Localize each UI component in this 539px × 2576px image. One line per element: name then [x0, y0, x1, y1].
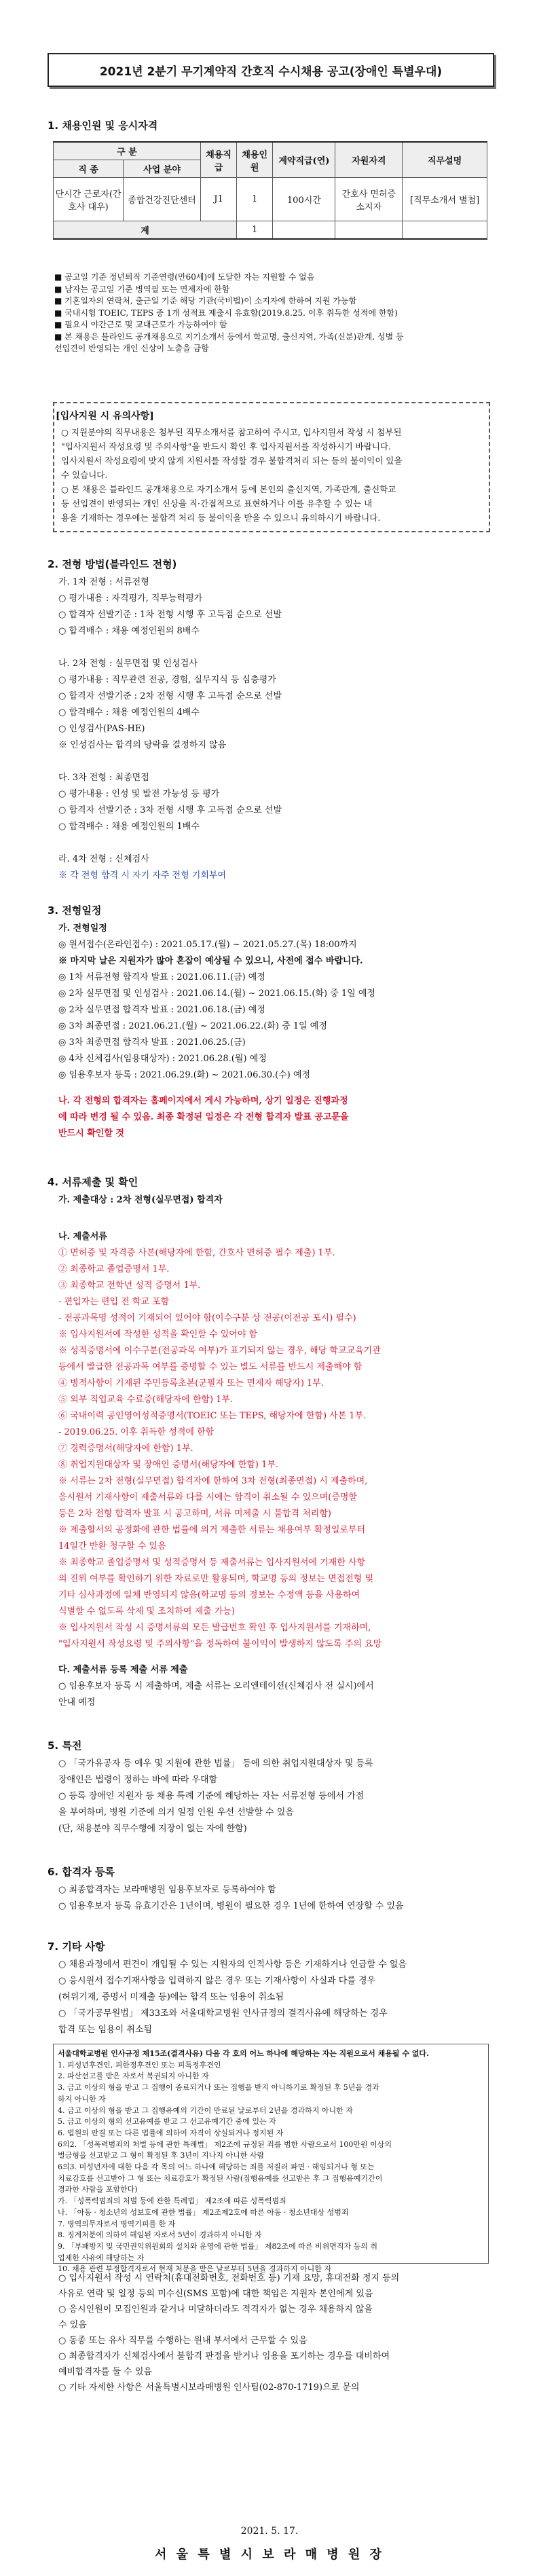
s3-line: ◎ 4차 신체검사(임용대상자) : 2021.06.28.(월) 예정: [58, 1054, 267, 1064]
section7-heading: 7. 기타 사항: [48, 1940, 105, 1953]
dq-line: 6의3. 미성년자에 대한 다음 각 목의 어느 하나에 해당하는 죄를 저질러 파면 · 해임되거나 형 또는: [58, 2163, 375, 2172]
s4-line: ※ 입사지원서에 작성한 성적을 확인할 수 있어야 함: [58, 1329, 258, 1340]
s5-line: (단, 채용분야 직무수행에 지장이 없는 자에 한함): [58, 1824, 247, 1834]
s2-line: ○ 합격배수 : 채용 예정인원의 1배수: [58, 822, 200, 832]
s4-line: ③ 최종학교 전학년 성적 증명서 1부.: [58, 1281, 201, 1291]
note-line: ■ 기혼일자의 연락처, 출근일 기준 해당 기관(국비법)이 소지자에 한하여 지원 가능함: [54, 296, 357, 306]
th-req: 자원자격: [335, 142, 403, 178]
s7-after-line: 사유로 연락 및 일정 등의 미수신(SMS 포함)에 대한 책임은 지원자 본인에게 있음: [58, 2289, 373, 2299]
section4-body: [58, 1192, 490, 1711]
s4-line: ※ 서류는 2차 전형(실무면접) 합격자에 한하여 3차 전형(최종면접) 시 제출하며,: [58, 1476, 368, 1486]
s5-line: ○ 「국가유공자 등 예우 및 지원에 관한 법률」 등에 의한 취업지원대상자 및 등록: [58, 1759, 373, 1769]
s7-line: ○ 「국가공무원법」 제33조와 서울대학교병원 인사규정의 결격사유에 해당하는 경우: [58, 2008, 388, 2019]
dq-line: 8. 징계처분에 의하여 해임된 자로서 5년이 경과하지 아니한 자: [58, 2230, 262, 2240]
th-pay: 계약직급(연): [273, 142, 335, 178]
s3-sub: 가. 전형일정: [58, 923, 107, 934]
cell-total-label: 계: [54, 221, 237, 240]
section3-body: [58, 921, 490, 1142]
s4-line: - 2019.06.25. 이후 취득한 성적에 한함: [58, 1427, 215, 1437]
dq-line: 4. 금고 이상의 형을 받고 그 집행유예의 기간이 만료된 날로부터 2년을 경과하지 아니한 자: [58, 2105, 353, 2115]
cell-empty-1: [273, 221, 335, 240]
s4-line: 등에서 발급한 전공과목 여부를 증명할 수 있는 별도 서류를 반드시 제출해야 함: [58, 1362, 363, 1372]
notice-line: ○ 본 채용은 블라인드 공개채용으로 자기소개서 등에 본인의 출신지역, 가족관계, 출신학교: [61, 484, 396, 494]
cell-empty-2: [335, 221, 403, 240]
s2-line: [58, 754, 490, 770]
s2-line: ○ 합격자 선발기준 : 2차 전형 시행 후 고득점 순으로 선발: [58, 691, 282, 701]
dq-line: 하지 아니한 자: [58, 2094, 106, 2103]
section4-heading: 4. 서류제출 및 확인: [48, 1176, 138, 1188]
section5-heading: 5. 특전: [48, 1740, 82, 1752]
s2-line: ○ 합격배수 : 채용 예정인원의 8배수: [58, 626, 200, 636]
s4-line: ※ 최종학교 졸업증명서 및 성적증명서 등 제출서류는 입사지원서에 기재한 사항: [58, 1558, 366, 1568]
dq-line: 가. 「성폭력범죄의 처벌 등에 관한 특례법」 제2조에 따른 성폭력범죄: [58, 2196, 286, 2206]
s4-line: ① 면허증 및 자격증 사본(해당자에 한함, 간호사 면허증 필수 제출) 1부.: [58, 1248, 335, 1258]
s4-line: 14일간 반환 청구할 수 있음: [58, 1541, 166, 1551]
s2-line: ○ 평가내용 : 인성 및 발전 가능성 등 평가: [58, 789, 220, 799]
s2-line: ○ 합격자 선발기준 : 1차 전형 시행 후 고득점 순으로 선발: [58, 610, 282, 620]
dq-line: 7. 병역의무자로서 병역기피를 한 자: [58, 2219, 176, 2228]
s4-line: - 편입자는 편입 전 학교 포함: [58, 1297, 170, 1307]
s4-line: 응시원서 기재사항이 제출서류와 다를 시에는 합격이 취소될 수 있으며(증명할: [58, 1492, 357, 1503]
s3-red-note: 반드시 확인할 것: [58, 1128, 124, 1139]
dq-line: 2. 파산선고를 받은 자로서 복권되지 아니한 자: [58, 2072, 209, 2081]
disqualification-text: [58, 2048, 484, 2275]
section1-notes: [54, 272, 489, 355]
section3-heading: 3. 전형일정: [48, 904, 102, 917]
notice-line: 용을 기재하는 경우에는 불합격 처리 등 불이익을 받을 수 있으니 유의하시기 바랍니다.: [61, 513, 381, 523]
s3-red-note: 나. 각 전형의 합격자는 홈페이지에서 게시 가능하며, 상기 일정은 진행과정: [58, 1096, 348, 1106]
s2-line: ○ 합격배수 : 채용 예정인원의 4배수: [58, 707, 200, 718]
s4-line: ② 최종학교 졸업증명서 1부.: [58, 1264, 170, 1274]
s4-sub-a: 가. 제출대상 : 2차 전형(실무면접) 합격자: [58, 1195, 223, 1205]
dq-line: 3. 금고 이상의 형을 받고 그 집행이 종료되거나 또는 집행을 받지 아니하기로 확정된 후 5년을 경과: [58, 2083, 379, 2093]
dq-line: 치료감호를 선고받아 그 형 또는 치료감호가 확정된 사람(집행유예를 선고받은 후 그 집행유예기간이: [58, 2173, 383, 2183]
s2-line: [58, 640, 490, 656]
notice-line: 입사지원서 작성요령에 맞지 않게 지원서를 작성할 경우 불합격처리 되는 등의 불이익이 있을: [61, 456, 403, 466]
s4-line: ⑥ 국내이력 공인영어성적증명서(TOEIC 또는 TEPS, 해당자에 한함) 사본 1부.: [58, 1411, 367, 1421]
cell-inwon: 1: [237, 178, 273, 221]
s2-line: 라. 4차 전형 : 신체검사: [58, 854, 149, 864]
section2-heading: 2. 전형 방법(블라인드 전형): [48, 558, 177, 570]
dq-line: 경과한 사람을 포함한다): [58, 2185, 138, 2194]
notice-line: ○ 지원분야의 직무내용은 첨부된 직무소개서를 참고하여 주시고, 입사지원서 작성 시 첨부된: [61, 427, 402, 437]
s3-line: ◎ 2차 실무면접 및 인성검사 : 2021.06.14.(월) ~ 2021.06.15.(화) 중 1일 예정: [58, 989, 375, 999]
section6-body: [58, 1882, 490, 1915]
th-jikgeup: 채용직급: [200, 142, 236, 178]
cell-pay: 100시간: [273, 178, 335, 221]
cell-jikjong: 단시간 근로자(간호사 대우): [54, 178, 124, 221]
s5-line: ○ 등록 장애인 지원자 등 채용 특례 기준에 해당하는 자는 서류전형 등에서 가점: [58, 1791, 365, 1801]
s4-line: 등은 2차 전형 합격자 발표 시 공고하며, 서류 미제출 시 불합격 처리함): [58, 1509, 331, 1519]
section7-after: [58, 2270, 490, 2395]
note-line: ■ 필요시 야간근로 및 교대근로가 가능하여야 함: [54, 320, 227, 329]
s5-line: 장애인은 법령이 정하는 바에 따라 우대함: [58, 1775, 218, 1785]
s7-after-line: ○ 입사지원서 작성 시 연락처(휴대전화번호, 전화번호 등) 기재 요망, 휴대전화 정지 등의: [58, 2273, 400, 2283]
s4-line: ※ 성적증명서에 이수구분(전공과목 여부)가 표기되지 않는 경우, 해당 학교교육기관: [58, 1346, 381, 1356]
s7-line: ○ 채용과정에서 편견이 개입될 수 있는 지원자의 인적사항 등은 기재하거나 언급할 수 없음: [58, 1959, 407, 1970]
s4-line: 식별할 수 없도록 삭제 및 조치하여 제출 가능): [58, 1606, 236, 1617]
s7-line: ○ 응시원서 접수기재사항을 입력하지 않은 경우 또는 기재사항이 사실과 다를 경우: [58, 1976, 376, 1986]
cell-req: 간호사 면허증 소지자: [335, 178, 403, 221]
s4-sub-c: 다. 제출서류 등록 제출 서류 제출: [58, 1665, 188, 1675]
s4-line: ⑦ 경력증명서(해당자에 한함) 1부.: [58, 1443, 193, 1454]
th-jikjong: 직 종: [54, 160, 124, 178]
s4-sub-b: 나. 제출서류: [58, 1232, 107, 1242]
s2-line: 가. 1차 전형 : 서류전형: [58, 577, 149, 587]
s2-line: ○ 인성검사(PAS-HE): [58, 724, 145, 734]
s2-line: ○ 평가내용 : 직무관련 전공, 경험, 실무지식 등 심층평가: [58, 675, 276, 685]
s7-after-line: ○ 동종 또는 유사 직무를 수행하는 원내 부서에서 근무할 수 있음: [58, 2336, 308, 2346]
s4-c-line: 안내 예정: [58, 1697, 96, 1708]
disqualification-table: [53, 2044, 489, 2274]
s3-line: ◎ 2차 실무면접 합격자 발표 : 2021.06.18.(금) 예정: [58, 1005, 265, 1015]
notice-line: 등 선입견이 반영되는 개인 신상을 직·간접적으로 표현하거나 이를 유추할 수 있는 내: [61, 498, 373, 509]
cell-saeop: 종합건강진단센터: [124, 178, 201, 221]
note-line: ■ 본 채용은 블라인드 공개채용으로 지기소개서 등에서 학교명, 출신지역, 가족(신분)관계, 성별 등: [54, 331, 404, 342]
s2-line: 나. 2차 전형 : 실무면접 및 인성검사: [58, 659, 198, 669]
s2-line: ※ 인성검사는 합격의 당락을 결정하지 않음: [58, 740, 227, 750]
s4-line: "입사지원서 작성요령 및 주의사항"을 정독하여 불이익이 발생하지 않도록 주의 요망: [58, 1639, 382, 1649]
cell-total-value: 1: [237, 221, 273, 240]
section2-body: [58, 574, 490, 884]
s3-red-note: 에 따라 변경 될 수 있음. 최종 확정된 일정은 각 전형 합격자 발표 공고문을: [58, 1112, 349, 1122]
notice-line: "입사지원서 작성요령 및 주의사항"을 반드시 확인 후 입사지원서를 작성하시기 바랍니다.: [61, 441, 391, 452]
s4-line: ⑤ 외부 직업교육 수료증(해당자에 한함) 1부.: [58, 1395, 234, 1405]
s3-line: ◎ 원서접수(온라인접수) : 2021.05.17.(월) ~ 2021.05.27.(목) 18:00까지: [58, 940, 357, 950]
s3-line: ※ 마지막 날은 지원자가 많아 혼잡이 예상될 수 있으니, 사전에 접수 바랍니다.: [58, 956, 363, 966]
dq-line: 5. 금고 이상의 형의 선고유예를 받고 그 선고유예기간 중에 있는 자: [58, 2117, 276, 2127]
section7-body: [58, 1957, 490, 2038]
s3-line: ◎ 임용후보자 등록 : 2021.06.29.(화) ~ 2021.06.30.(수) 예정: [58, 1070, 311, 1080]
s7-after-line: 예비합격자를 둘 수 있음: [58, 2367, 152, 2377]
signer: 서 울 특 별 시 보 라 매 병 원 장: [155, 2547, 384, 2562]
s7-line: (허위기재, 증명서 미제출 등)에는 합격 또는 임용이 취소됨: [58, 1992, 284, 2002]
dq-line: 업제한 사유에 해당하는 자: [58, 2253, 145, 2262]
s3-line: ◎ 3차 최종면접 합격자 발표 : 2021.06.25.(금): [58, 1037, 246, 1048]
s7-after-line: 수 있음: [58, 2320, 87, 2330]
dq-line: 9. 「부패방지 및 국민권익위원회의 설치와 운영에 관한 법률」 제82조에 따른 비위면직자 등의 취: [58, 2241, 377, 2251]
dq-line: 10. 채용 관련 부정합격자로서 현재 처분을 받은 날로부터 5년을 경과하지 아니한 자: [58, 2264, 331, 2274]
cell-empty-3: [403, 221, 487, 240]
dq-line: 서울대학교병원 인사규정 제15조(결격사유) 다음 각 호의 어느 하나에 해당하는 자는 직원으로서 채용될 수 없다.: [58, 2049, 429, 2058]
note-line: ■ 국내시험 TOEIC, TEPS 중 1개 성적표 제출시 유효함(2019.8.25. 이후 취득한 성적에 한함): [54, 308, 398, 318]
dq-line: 1. 피성년후견인, 피한정후견인 또는 피특정후견인: [58, 2060, 221, 2069]
announcement-date: 2021. 5. 17.: [240, 2526, 299, 2537]
section1-heading: 1. 채용인원 및 응시자격: [48, 119, 158, 132]
s2-line: ○ 평가내용 : 자격평가, 직무능력평가: [58, 593, 203, 604]
s7-after-line: ○ 최종합격자가 신체검사에서 불합격 판정을 받거나 임용을 포기하는 경우를 대비하여: [58, 2351, 390, 2361]
note-line: ■ 남자는 공고일 기준 병역필 또는 면제자에 한함: [54, 284, 230, 294]
section5-body: [58, 1756, 490, 1837]
dq-line: 나. 「아동 · 청소년의 성보호에 관한 법률」 제2조제2호에 따른 아동 · 청소년대상 성범죄: [58, 2207, 349, 2217]
recruitment-table: [53, 141, 487, 240]
th-duty: 직무설명: [403, 142, 487, 178]
cell-duty: [직무소개서 별첨]: [403, 178, 487, 221]
s5-line: 을 부여하며, 병원 기준에 의거 일정 인원 우선 선발할 수 있음: [58, 1807, 294, 1818]
s4-line: 기타 심사과정에 일체 반영되지 않음(학교명 등의 정보는 수정액 등을 사용하여: [58, 1590, 360, 1600]
s2-line: ※ 각 전형 합격 시 자기 자주 전형 기회부여: [58, 870, 226, 881]
s6-line: ○ 최종합격자는 보라매병원 임용후보자로 등록하여야 함: [58, 1885, 276, 1895]
note-line: ■ 공고일 기준 정년퇴직 기준연령(만60세)에 도달한 자는 지원할 수 없음: [54, 272, 315, 282]
s4-line: - 전공과목명 성적이 기재되어 있어야 함(이수구분 상 전공(이전공 포시) 필수): [58, 1313, 356, 1323]
th-inwon: 채용인원: [237, 142, 273, 178]
s4-line: 의 진위 여부를 확인하기 위한 자료로만 활용되며, 학교명 등의 정보는 면접전형 및: [58, 1574, 374, 1584]
s4-c-line: ○ 임용후보자 등록 시 제출하며, 제출 서류는 오리엔테이션(신체검사 전 실시)에서: [58, 1681, 374, 1691]
s4-line: ④ 병적사항이 기재된 주민등록초본(군필자 또는 면제자 해당자) 1부.: [58, 1378, 324, 1388]
s4-line: ※ 입사지원서 작성 시 증명서류의 모든 발급번호 확인 후 입사지원서를 기재하며,: [58, 1623, 371, 1633]
notice-line: 수 있습니다.: [61, 470, 108, 480]
cell-jikgeup: J1: [200, 178, 236, 221]
s7-line: 합격 또는 임용이 취소됨: [58, 2025, 152, 2035]
s4-line: ※ 제출할서의 공정화에 관한 법률에 의거 제출한 서류는 채용여부 확정일로부터: [58, 1525, 366, 1535]
th-gubun: 구 분: [54, 142, 201, 160]
notice-box-body: [61, 425, 483, 525]
s3-line: ◎ 3차 최종면접 : 2021.06.21.(월) ~ 2021.06.22.(화) 중 1일 예정: [58, 1021, 327, 1031]
notice-box-title: [입사지원 시 유의사항]: [56, 411, 154, 422]
s2-line: ○ 합격자 선발기준 : 3차 전형 시행 후 고득점 순으로 선발: [58, 805, 282, 815]
s4-line: ⑧ 취업지원대상자 및 장애인 증명서(해당자에 한함) 1부.: [58, 1460, 279, 1470]
note-line: 선입견이 반영되는 개인 신상이 노출을 금함: [54, 344, 209, 353]
th-saeop: 사업 분야: [124, 160, 201, 178]
dq-line: 6. 법원의 판결 또는 다른 법률에 의하여 자격이 상실되거나 정지된 자: [58, 2128, 284, 2137]
s3-line: ◎ 1차 서류전형 합격자 발표 : 2021.06.11.(금) 예정: [58, 972, 265, 982]
dq-line: 벌금형을 선고받고 그 형이 확정된 후 3년이 지나지 아니한 사람: [58, 2151, 265, 2160]
s2-line: 다. 3차 전형 : 최종면접: [58, 773, 149, 783]
s7-after-line: ○ 기타 자세한 사항은 서울특별시보라매병원 인사팀(02-870-1719)으로 문의: [58, 2382, 360, 2393]
dq-line: 6의2. 「성폭력범죄의 처벌 등에 관한 특례법」 제2조에 규정된 죄를 범한 사람으로서 100만원 이상의: [58, 2139, 392, 2149]
s7-after-line: ○ 응시인원이 모집인원과 같거나 미달하더라도 적격자가 없는 경우 채용하지 않을: [58, 2304, 373, 2315]
s2-line: [58, 835, 490, 851]
section6-heading: 6. 합격자 등록: [48, 1866, 115, 1878]
s6-line: ○ 임용후보자 등록 유효기간은 1년이며, 병원이 필요한 경우 1년에 한하여 연장할 수 있음: [58, 1901, 404, 1911]
page-title: 2021년 2분기 무기계약직 간호직 수시채용 공고(장애인 특별우대): [48, 53, 494, 87]
